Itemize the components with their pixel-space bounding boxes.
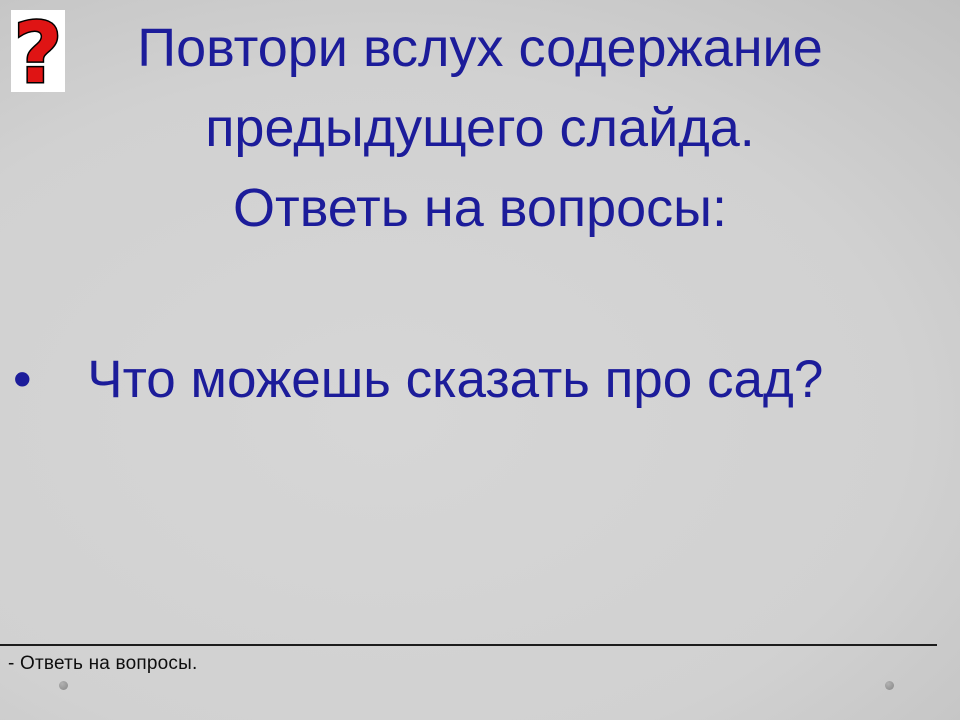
footer-left-dot — [59, 681, 68, 690]
footer-note: - Ответь на вопросы. — [8, 653, 198, 674]
footer-divider-line — [0, 644, 937, 646]
question-mark-glyph: ? — [13, 4, 63, 102]
bullet-text: Что можешь сказать про сад? — [87, 350, 824, 409]
slide-title-line-2: предыдущего слайда. — [205, 98, 755, 158]
slide-title-line-3: Ответь на вопросы: — [232, 178, 727, 238]
footer-right-dot — [885, 681, 894, 690]
slide-title-line-1: Повтори вслух содержание — [137, 18, 823, 78]
bullet-item — [0, 350, 960, 410]
bullet-marker: • — [13, 350, 32, 409]
slide-title — [0, 8, 960, 248]
